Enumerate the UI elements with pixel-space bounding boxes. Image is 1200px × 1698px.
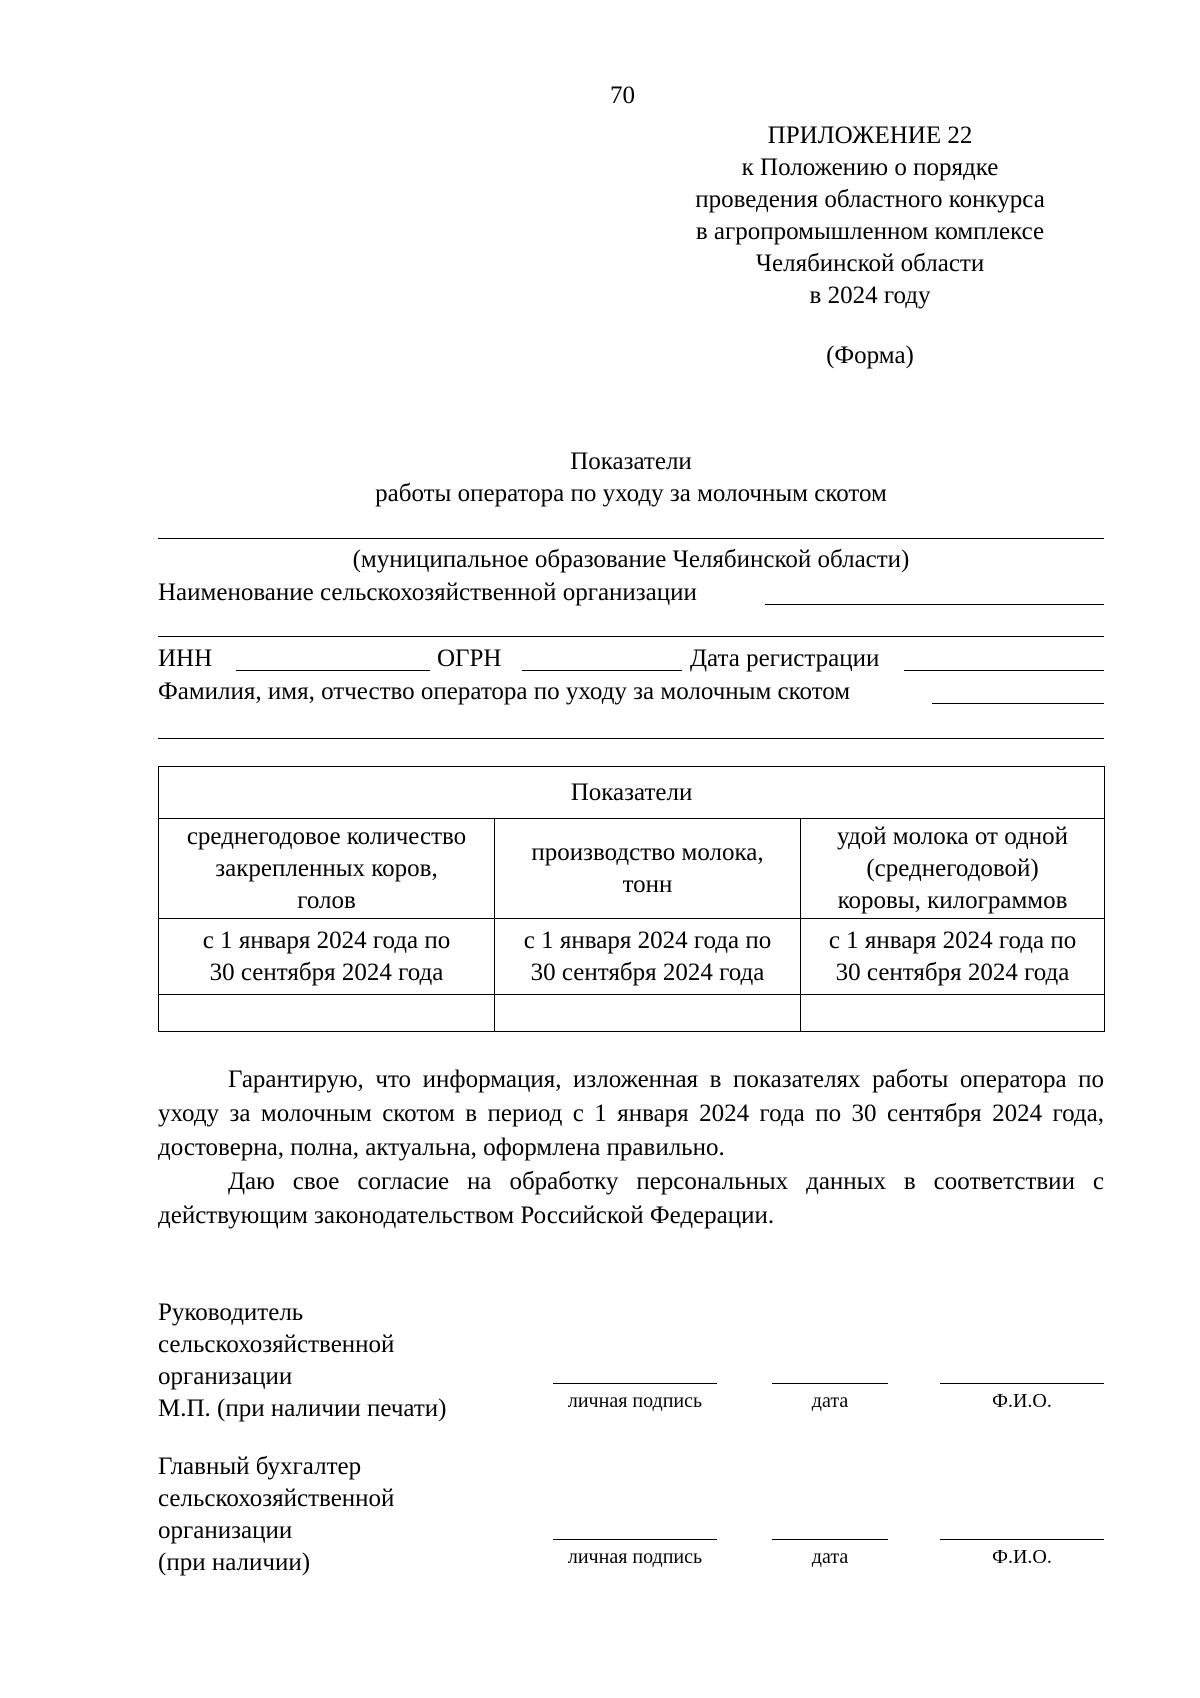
period-text: 30 сентября 2024 года — [835, 958, 1070, 986]
column-avg-cows — [159, 819, 495, 919]
signature-field[interactable] — [553, 1383, 717, 1384]
operator-field[interactable] — [932, 703, 1104, 704]
indicators-table — [158, 766, 1105, 1032]
name-field[interactable] — [940, 1539, 1104, 1540]
role-line: (при наличии) — [158, 1549, 311, 1576]
date-field[interactable] — [772, 1383, 888, 1384]
table-header: Показатели — [159, 767, 1105, 819]
heading-line-1: Показатели — [570, 448, 692, 475]
role-line: организации — [158, 1517, 293, 1544]
signatory-head — [158, 1297, 447, 1425]
municipality-line[interactable] — [158, 538, 1104, 539]
appendix-line: проведения областного конкурса — [695, 186, 1045, 213]
reg-date-field[interactable] — [904, 670, 1104, 671]
input-cell-milk-yield[interactable] — [801, 995, 1105, 1032]
page-number: 70 — [610, 82, 635, 109]
column-milk-yield — [801, 819, 1105, 919]
column-text: удой молока от одной — [837, 822, 1068, 850]
name-field[interactable] — [940, 1383, 1104, 1384]
document-heading — [158, 446, 1104, 510]
appendix-line: в агропромышленном комплексе — [695, 218, 1045, 245]
table-period-row — [159, 919, 1105, 995]
signature-field[interactable] — [553, 1539, 717, 1540]
ogrn-label: ОГРН — [437, 645, 502, 672]
period-text: 30 сентября 2024 года — [209, 958, 444, 986]
name-caption: Ф.И.О. — [992, 1390, 1052, 1412]
appendix-line: к Положению о порядке — [741, 154, 999, 181]
consent-paragraph: Даю свое согласие на обработку персональных данных в соответствии с действующим законодательством Российской Федерации. — [158, 1168, 1104, 1229]
guarantee-paragraph: Гарантирую, что информация, изложенная в показателях работы оператора по уходу за молочным скотом в период с 1 января 2024 года по 30 сентября 2024 года, достоверна, полна, актуальна, оформлена правильно. — [158, 1066, 1104, 1161]
reg-date-label: Дата регистрации — [690, 645, 880, 672]
period-cell — [495, 919, 801, 995]
org-name-field[interactable] — [765, 604, 1104, 605]
input-cell-milk-production[interactable] — [495, 995, 801, 1032]
period-cell — [159, 919, 495, 995]
table-header-row — [159, 767, 1105, 819]
role-line: сельскохозяйственной — [158, 1331, 395, 1358]
ogrn-field[interactable] — [522, 670, 682, 671]
column-text: среднегодовое количество — [186, 822, 467, 850]
column-text: коровы, килограммов — [837, 886, 1068, 914]
table-columns-row — [159, 819, 1105, 919]
heading-line-2: работы оператора по уходу за молочным скотом — [375, 480, 887, 507]
column-text: голов — [297, 886, 356, 914]
operator-label: Фамилия, имя, отчество оператора по уходу за молочным скотом — [158, 678, 851, 705]
period-text: с 1 января 2024 года по — [523, 926, 772, 954]
role-line: Руководитель — [158, 1299, 304, 1326]
form-label: (Форма) — [826, 342, 914, 369]
date-field[interactable] — [772, 1539, 888, 1540]
role-line: организации — [158, 1363, 293, 1390]
period-cell — [801, 919, 1105, 995]
period-text: с 1 января 2024 года по — [828, 926, 1077, 954]
signatory-accountant — [158, 1451, 394, 1579]
appendix-block — [660, 120, 1080, 372]
inn-field[interactable] — [236, 670, 430, 671]
appendix-line: в 2024 году — [809, 282, 931, 309]
date-caption: дата — [811, 1390, 849, 1412]
signature-caption: личная подпись — [567, 1390, 703, 1412]
column-milk-production — [495, 819, 801, 919]
column-text: закрепленных коров, — [215, 854, 438, 882]
appendix-title: ПРИЛОЖЕНИЕ 22 — [767, 122, 973, 149]
operator-field-continued[interactable] — [158, 738, 1104, 739]
period-text: 30 сентября 2024 года — [530, 958, 765, 986]
org-name-label: Наименование сельскохозяйственной организации — [158, 579, 697, 606]
role-line: М.П. (при наличии печати) — [158, 1395, 447, 1422]
inn-label: ИНН — [158, 645, 213, 672]
appendix-line: Челябинской области — [755, 250, 985, 277]
period-text: с 1 января 2024 года по — [202, 926, 451, 954]
table-input-row[interactable] — [159, 995, 1105, 1032]
role-line: Главный бухгалтер — [158, 1453, 362, 1480]
role-line: сельскохозяйственной — [158, 1485, 395, 1512]
column-text: производство молока, — [531, 838, 764, 866]
input-cell-avg-cows[interactable] — [159, 995, 495, 1032]
column-text: (среднегодовой) — [866, 854, 1039, 882]
name-caption: Ф.И.О. — [992, 1546, 1052, 1568]
date-caption: дата — [811, 1546, 849, 1568]
municipality-caption: (муниципальное образование Челябинской области) — [352, 546, 910, 573]
signature-caption: личная подпись — [567, 1546, 703, 1568]
org-name-field-continued[interactable] — [158, 636, 1104, 637]
column-text: тонн — [622, 870, 673, 898]
